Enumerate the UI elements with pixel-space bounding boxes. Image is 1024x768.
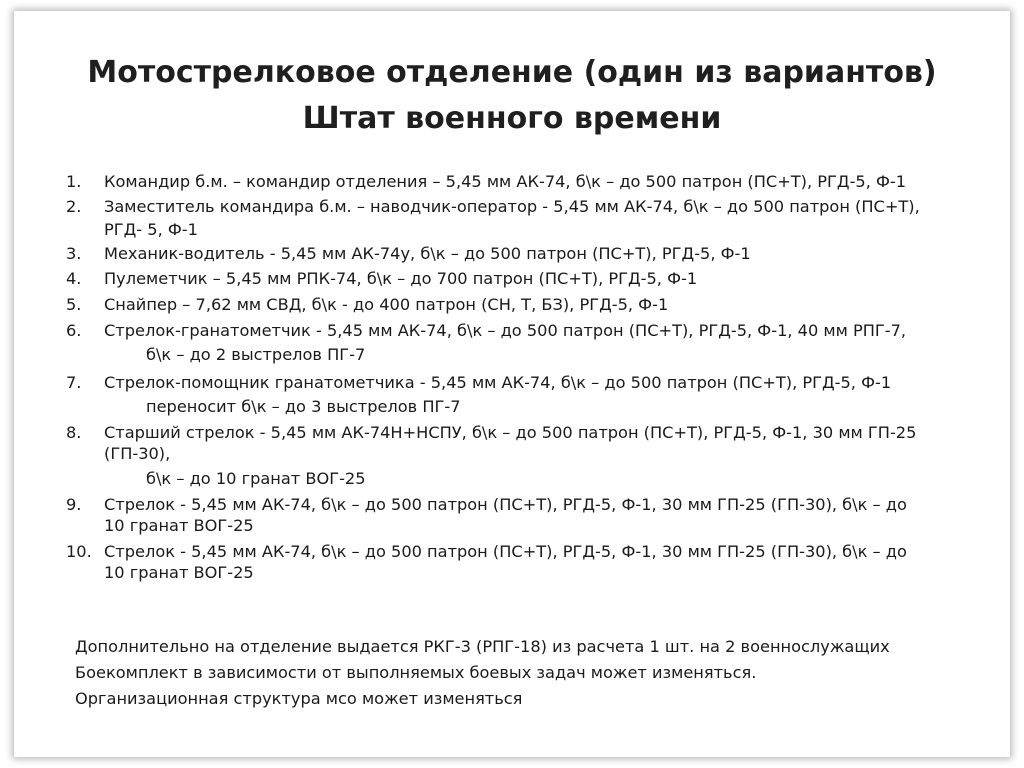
list-item-text: Старший стрелок - 5,45 мм АК-74Н+НСПУ, б\к – до 500 патрон (ПС+Т), РГД-5, Ф-1, 30 мм ГП-25 bbox=[104, 423, 917, 442]
list-item-number: 2. bbox=[66, 197, 82, 216]
list-item-text: Стрелок-гранатометчик - 5,45 мм АК-74, б\к – до 500 патрон (ПС+Т), РГД-5, Ф-1, 40 мм РПГ-7, bbox=[104, 321, 907, 340]
list-item-text: Стрелок - 5,45 мм АК-74, б\к – до 500 патрон (ПС+Т), РГД-5, Ф-1, 30 мм ГП-25 (ГП-30), б\к – до bbox=[104, 542, 907, 561]
list-item-number: 4. bbox=[66, 269, 82, 288]
list-item-text: Механик-водитель - 5,45 мм АК-74у, б\к – до 500 патрон (ПС+Т), РГД-5, Ф-1 bbox=[104, 244, 751, 263]
list-item-number: 9. bbox=[66, 495, 82, 514]
list-item-text: Стрелок-помощник гранатометчика - 5,45 мм АК-74, б\к – до 500 патрон (ПС+Т), РГД-5, Ф-1 bbox=[104, 373, 892, 392]
note-line: Дополнительно на отделение выдается РКГ-3 (РПГ-18) из расчета 1 шт. на 2 военнослужащих bbox=[75, 637, 890, 656]
slide-title: Мотострелковое отделение (один из вариантов) bbox=[87, 55, 937, 90]
note-line: Организационная структура мсо может изменяться bbox=[75, 689, 523, 708]
list-item-number: 3. bbox=[66, 244, 82, 263]
list-item-number: 7. bbox=[66, 373, 82, 392]
list-item-text: переносит б\к – до 3 выстрелов ПГ-7 bbox=[146, 397, 461, 416]
note-line: Боекомплект в зависимости от выполняемых боевых задач может изменяться. bbox=[75, 663, 757, 682]
list-item-number: 1. bbox=[66, 172, 82, 191]
list-item-text: 10 гранат ВОГ-25 bbox=[104, 563, 254, 582]
list-item-text: б\к – до 2 выстрелов ПГ-7 bbox=[146, 345, 366, 364]
list-item-text: РГД- 5, Ф-1 bbox=[104, 220, 198, 239]
list-item-text: Стрелок - 5,45 мм АК-74, б\к – до 500 патрон (ПС+Т), РГД-5, Ф-1, 30 мм ГП-25 (ГП-30), б\к – до bbox=[104, 495, 907, 514]
list-item-number: 10. bbox=[66, 542, 92, 561]
list-item-text: Пулеметчик – 5,45 мм РПК-74, б\к – до 700 патрон (ПС+Т), РГД-5, Ф-1 bbox=[104, 269, 698, 288]
list-item-number: 8. bbox=[66, 423, 82, 442]
list-item-text: Заместитель командира б.м. – наводчик-оператор - 5,45 мм АК-74, б\к – до 500 патрон (ПС+Т), bbox=[104, 197, 920, 216]
list-item-number: 6. bbox=[66, 321, 82, 340]
list-item-text: (ГП-30), bbox=[104, 444, 171, 463]
list-item-text: 10 гранат ВОГ-25 bbox=[104, 516, 254, 535]
slide-subtitle: Штат военного времени bbox=[302, 101, 722, 136]
list-item-number: 5. bbox=[66, 295, 82, 314]
list-item-text: б\к – до 10 гранат ВОГ-25 bbox=[146, 469, 366, 488]
list-item-text: Снайпер – 7,62 мм СВД, б\к - до 400 патрон (СН, Т, БЗ), РГД-5, Ф-1 bbox=[104, 295, 669, 314]
list-item-text: Командир б.м. – командир отделения – 5,45 мм АК-74, б\к – до 500 патрон (ПС+Т), РГД-5, Ф-1 bbox=[104, 172, 907, 191]
